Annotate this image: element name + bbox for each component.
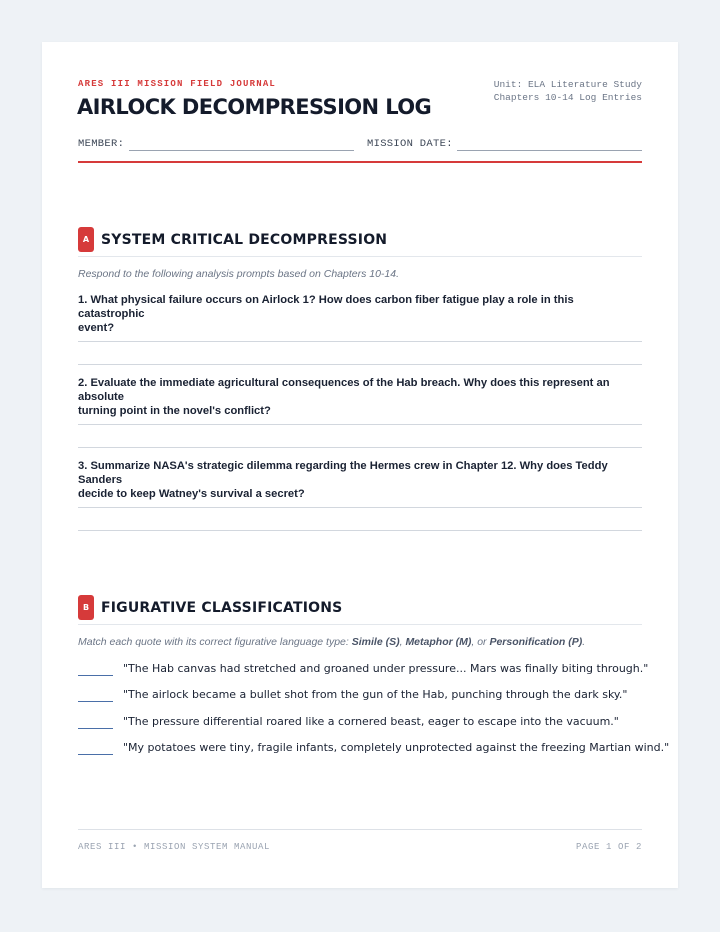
match-item-3: [78, 715, 642, 731]
quote-3: "The pressure differential roared like a cornered beast, eager to escape into the vacuum.": [123, 715, 619, 728]
unit-label: Unit: ELA Literature Study: [493, 79, 642, 90]
footer-manual-label: ARES III • MISSION SYSTEM MANUAL: [78, 842, 271, 852]
mission-date-field[interactable]: [457, 150, 642, 151]
match-blank-1[interactable]: [78, 675, 113, 676]
section-a-badge: A: [78, 227, 94, 252]
section-a-divider: [78, 256, 642, 257]
match-item-1: [78, 662, 649, 678]
unit-info: [494, 78, 642, 104]
match-blank-3[interactable]: [78, 728, 113, 729]
mission-date-label: MISSION DATE:: [367, 138, 453, 150]
answer-line-3b[interactable]: [78, 530, 642, 531]
answer-line-1b[interactable]: [78, 364, 642, 365]
question-1: [78, 293, 638, 335]
member-label: MEMBER:: [78, 138, 125, 150]
section-b-divider: [78, 624, 642, 625]
type-personification: Personification (P): [489, 636, 583, 648]
section-a-title: SYSTEM CRITICAL DECOMPRESSION: [101, 232, 388, 248]
worksheet-page: [42, 42, 678, 888]
section-b-instruction: [78, 636, 585, 648]
match-item-4: [78, 741, 670, 757]
footer-divider: [78, 829, 642, 830]
quote-4: "My potatoes were tiny, fragile infants, completely unprotected against the freezing Martian wind.": [123, 741, 670, 754]
answer-line-2b[interactable]: [78, 447, 642, 448]
journal-kicker: ARES III MISSION FIELD JOURNAL: [78, 79, 277, 89]
question-3-line1: 3. Summarize NASA's strategic dilemma regarding the Hermes crew in Chapter 12. Why does Teddy Sanders: [78, 460, 608, 486]
question-3-line2: decide to keep Watney's survival a secret?: [78, 488, 305, 500]
match-blank-2[interactable]: [78, 701, 113, 702]
footer-page-number: PAGE 1 OF 2: [575, 842, 642, 852]
type-metaphor: Metaphor (M): [405, 636, 472, 648]
question-2: [78, 376, 638, 418]
quote-2: "The airlock became a bullet shot from the gun of the Hab, punching through the dark sky.": [123, 688, 628, 701]
section-b-badge: B: [78, 595, 94, 620]
answer-line-1a[interactable]: [78, 341, 642, 342]
section-b-header: [78, 595, 642, 621]
question-1-line2: event?: [78, 322, 115, 334]
instruction-text: Match each quote with its correct figurative language type:: [78, 636, 352, 648]
section-a-instruction: Respond to the following analysis prompts based on Chapters 10-14.: [78, 268, 400, 280]
question-1-line1: 1. What physical failure occurs on Airlock 1? How does carbon fiber fatigue play a role in this catastrophic: [78, 294, 574, 320]
question-2-line1: 2. Evaluate the immediate agricultural consequences of the Hab breach. Why does this represent an absolute: [78, 377, 610, 403]
header-fields: [78, 136, 642, 152]
answer-line-3a[interactable]: [78, 507, 642, 508]
match-blank-4[interactable]: [78, 754, 113, 755]
instruction-sep-1: ,: [399, 636, 406, 648]
instruction-end: .: [582, 636, 586, 648]
match-item-2: [78, 688, 642, 704]
question-3: [78, 459, 638, 501]
section-b-title: FIGURATIVE CLASSIFICATIONS: [101, 600, 343, 616]
answer-line-2a[interactable]: [78, 424, 642, 425]
header-divider: [78, 161, 642, 163]
section-a-header: [78, 227, 642, 253]
type-simile: Simile (S): [351, 636, 400, 648]
member-field[interactable]: [129, 150, 354, 151]
instruction-sep-2: , or: [471, 636, 490, 648]
question-2-line2: turning point in the novel's conflict?: [78, 405, 271, 417]
quote-1: "The Hab canvas had stretched and groaned under pressure... Mars was finally biting through.": [123, 662, 649, 675]
page-title: AIRLOCK DECOMPRESSION LOG: [77, 95, 432, 119]
chapters-label: Chapters 10-14 Log Entries: [493, 92, 642, 103]
